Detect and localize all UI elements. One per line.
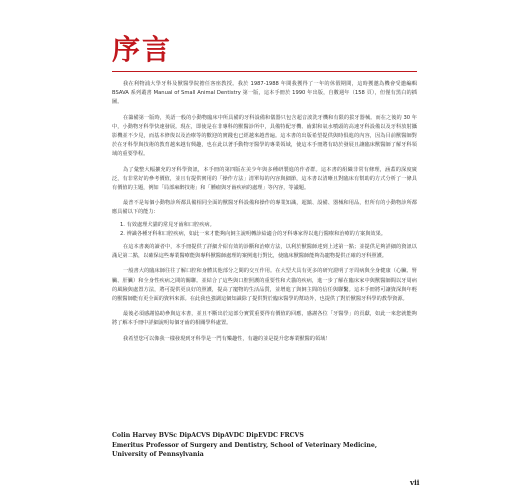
preface-body bbox=[112, 80, 417, 350]
author-title: Emeritus Professor of Surgery and Dentistry, School of Veterinary Medicine, bbox=[112, 441, 377, 449]
author-institution: University of Pennsylvania bbox=[112, 451, 204, 459]
paragraph: 我在利物浦大學牙科及獸醫學院擔任客座教授。我於 1987-1988 年間我獲得了一年的休假期間，這時獲邀為機會受邀編輯 BSAVA 系列叢書 Manual of Small Animal Dentistry 第一版，這本手冊於 1990 年出版，自數週年（158 頁），但僅有黑白的插圖。 bbox=[112, 81, 417, 106]
paragraph: 一般書大的臨床師往往了解口腔和身體其他部分之間的交互作用。在大型犬具有更多的研究證明了牙周病與全身健康（心臟、腎臟、肝臟）和全身性疾病之間的關聯。並結合了這些與口腔照護的重要性和犬貓的疾病，進一步了解在臨床家中與獸醫師間以牙周病的風險與處置方法，將可提供更良好的照護，提高了寵物的生活品質，並增進了與飼主間的信任與聯繫。這本手冊將可讓資深與年輕的獸醫師能有更全面的資料來源。在此我也強調這個知識除了提供對於臨床醫學的幫助外，也提供了對於獸醫牙科學的教學資源。 bbox=[112, 268, 417, 303]
signature-block bbox=[112, 431, 432, 460]
list-item: 2. 辨識各種牙科和口腔疾病，如此一來才能夠向飼主說明轉診給適合的牙科專家得以進行醫療和治療的方案與效果。 bbox=[120, 230, 386, 237]
page-number: vii bbox=[410, 478, 420, 487]
paragraph: 在籌備第一版時，英語一般的小動物臨床中所具備的牙科設備和儀器只包含超音波洗牙機和有限的拔牙器械。而在之後的 30 年中，小動物牙科學快速發展。現在，即使是在非專科的獸醫診所中，具備特配牙機、齒鉗和氣水噴頭的高速牙科設備以及牙科放射攝影機並不少見，而基本修復以及治療等的歡迎的實踐也已經越來越普遍。這本書的出版希望提供與時俱進的內容，因為目前獸醫師對於在牙科學與技術的教育越來越有興趣，也在此以著手動物牙醫學的專業領域，使這本手冊將有助於發展且讓臨床獸醫師了解牙科領域的重要學程。 bbox=[112, 114, 417, 158]
paragraph: 最普不是每個小動物診所都具備相同全面的獸醫牙科設備和操作的專業知識，超鎮、設備、器械和用品，但所有的小動物診所都應具備以下的能力： bbox=[112, 200, 417, 216]
paragraph: 在這本書裏的讀者中，本手冊提供了詳細介紹有效的診斷和治療方法，以利於獸醫師達到上述第一點；並提供足夠詳細的資訊以滿足第二點，以確保這些專業醫療能與專科獸醫師處理的案例進行對比，使臨床獸醫師能夠為寵物提供正確的牙科照護。 bbox=[112, 244, 417, 260]
paragraph: 最後必須感謝協助參與這本書，並且不斷出於這部分實質重要得有價值的回應，感謝各位「牙醫學」的貢獻，如此一來您就能夠將了解本手冊中詳細說明每個牙齒的相關學科處置。 bbox=[112, 311, 417, 327]
title-divider bbox=[112, 71, 417, 72]
paragraph: 為了彙整大幅擴充的牙科學資訊，本手冊的第四版在美少年與多種研製進的作者群。這本書的組織非常有條理，涵蓋的深度廣泛，有非常好的參考價值，並且有提供實用的「操作方法」清單每的內容與細節，這本書以清晰且對臨床有幫助的方式分析了一條具有價值的主題，例如「局部麻醉技術」和「腫瘤與牙齒疾病的處理」等內容，等議題。 bbox=[112, 166, 417, 192]
list-item: 1. 有效處理犬貓的常見牙齒和口腔疾病。 bbox=[120, 221, 215, 228]
author-name: Colin Harvey BVSc DipACVS DipAVDC DipEVDC FRCVS bbox=[112, 432, 304, 439]
page-title: 序言 bbox=[112, 33, 173, 66]
paragraph: 我希望您可以像我一樣發現到牙科學是一門有樂趣性，有趣的並是提升您專業獸醫的領域！ bbox=[123, 335, 331, 342]
